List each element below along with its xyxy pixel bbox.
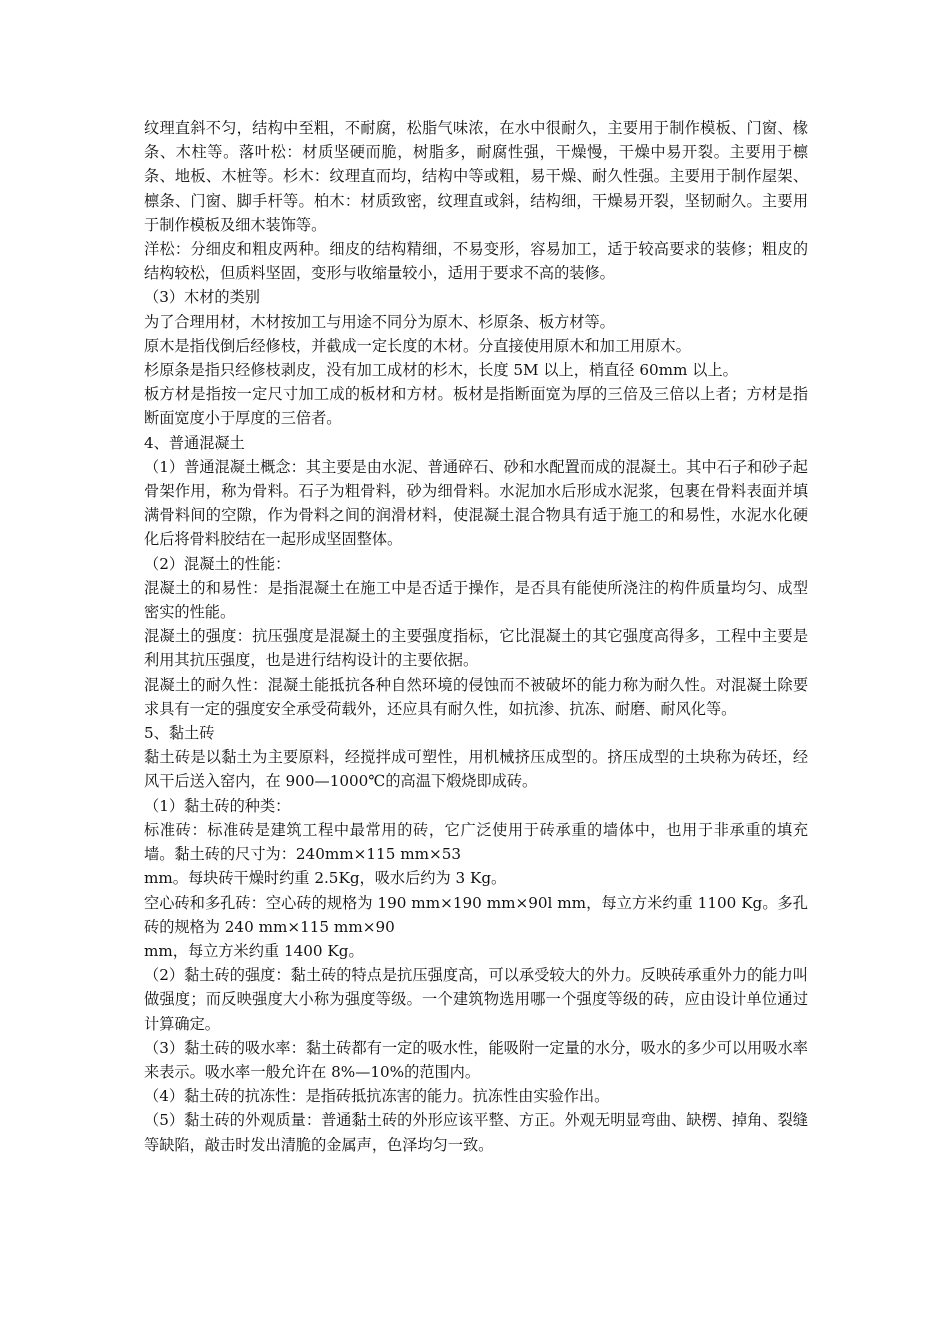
paragraph-brick-strength: （2）黏土砖的强度：黏土砖的特点是抗压强度高，可以承受较大的外力。反映砖承重外力的能力叫做强度；而反映强度大小称为强度等级。一个建筑物选用哪一个强度等级的砖，应由设计单位通过计算确定。 [144,966,808,1033]
heading-clay-brick: 5、黏土砖 [144,724,215,743]
paragraph-wood-categories-intro: 为了合理用材，木材按加工与用途不同分为原木、杉原条、板方材等。 [144,312,615,331]
document-body [144,116,808,1157]
paragraph-concrete-durability: 混凝土的耐久性：混凝土能抵抗各种自然环境的侵蚀而不被破坏的能力称为耐久性。对混凝土除要求具有一定的强度安全承受荷载外，还应具有耐久性，如抗渗、抗冻、耐磨、耐风化等。 [144,675,808,718]
paragraph-wood-species: 纹理直斜不匀，结构中至粗，不耐腐，松脂气味浓，在水中很耐久，主要用于制作模板、门窗、椽条、木柱等。落叶松：材质坚硬而脆，树脂多，耐腐性强，干燥慢，干燥中易开裂。主要用于檩条、地板、木桩等。杉木：纹理直而均，结构中等或粗，易干燥、耐久性强。主要用于制作屋架、檩条、门窗、脚手杆等。柏木：材质致密，纹理直或斜，结构细，干燥易开裂，坚韧耐久。主要用于制作模板及细木装饰等。 [144,119,808,234]
heading-brick-types: （1）黏土砖的种类： [144,796,291,815]
paragraph-sawn-timber-definition: 板方材是指按一定尺寸加工成的板材和方材。板材是指断面宽为厚的三倍及三倍以上者；方材是指断面宽度小于厚度的三倍者。 [144,385,808,428]
heading-wood-categories: （3）木材的类别 [144,288,260,307]
paragraph-fir-pole-definition: 杉原条是指只经修枝剥皮，没有加工成材的杉木，长度 5M 以上，梢直径 60mm 以上。 [144,361,738,380]
paragraph-hollow-brick: 空心砖和多孔砖：空心砖的规格为 190 mm×190 mm×90l mm，每立方米约重 1100 Kg。多孔砖的规格为 240 mm×115 mm×90 mm，每立方米约重 1400 Kg。 [144,893,808,960]
paragraph-brick-frost-resistance: （4）黏土砖的抗冻性：是指砖抵抗冻害的能力。抗冻性由实验作出。 [144,1087,610,1106]
paragraph-clay-brick-intro: 黏土砖是以黏土为主要原料，经搅拌成可塑性，用机械挤压成型的。挤压成型的土块称为砖坯，经风干后送入窑内，在 900—1000℃的高温下煅烧即成砖。 [144,748,808,791]
heading-ordinary-concrete: 4、普通混凝土 [144,433,245,452]
paragraph-foreign-pine: 洋松：分细皮和粗皮两种。细皮的结构精细，不易变形，容易加工，适于较高要求的装修；粗皮的结构较松，但质料坚固，变形与收缩量较小，适用于要求不高的装修。 [144,240,808,283]
paragraph-brick-appearance: （5）黏土砖的外观质量：普通黏土砖的外形应该平整、方正。外观无明显弯曲、缺楞、掉角、裂缝等缺陷，敲击时发出清脆的金属声，色泽均匀一致。 [144,1111,808,1154]
paragraph-concrete-strength: 混凝土的强度：抗压强度是混凝土的主要强度指标，它比混凝土的其它强度高得多，工程中主要是利用其抗压强度，也是进行结构设计的主要依据。 [144,627,808,670]
paragraph-concrete-workability: 混凝土的和易性：是指混凝土在施工中是否适于操作，是否具有能使所浇注的构件质量均匀、成型密实的性能。 [144,578,808,622]
paragraph-log-definition: 原木是指伐倒后经修枝，并截成一定长度的木材。分直接使用原木和加工用原木。 [144,336,691,355]
paragraph-brick-water-absorption: （3）黏土砖的吸水率：黏土砖都有一定的吸水性，能吸附一定量的水分，吸水的多少可以用吸水率来表示。吸水率一般允许在 8%—10%的范围内。 [144,1038,808,1081]
paragraph-concrete-concept: （1）普通混凝土概念：其主要是由水泥、普通碎石、砂和水配置而成的混凝土。其中石子和砂子起骨架作用，称为骨料。石子为粗骨料，砂为细骨料。水泥加水后形成水泥浆，包裹在骨料表面并填满骨料间的空隙，作为骨料之间的润滑材料，使混凝土混合物具有适于施工的和易性，水泥水化硬化后将骨料胶结在一起形成坚固整体。 [144,457,808,549]
heading-concrete-properties: （2）混凝土的性能： [144,554,291,573]
paragraph-standard-brick: 标准砖：标准砖是建筑工程中最常用的砖，它广泛使用于砖承重的墙体中，也用于非承重的填充墙。黏土砖的尺寸为：240mm×115 mm×53 mm。每块砖干燥时约重 2.5Kg，吸水后约为 3 Kg。 [144,820,808,888]
